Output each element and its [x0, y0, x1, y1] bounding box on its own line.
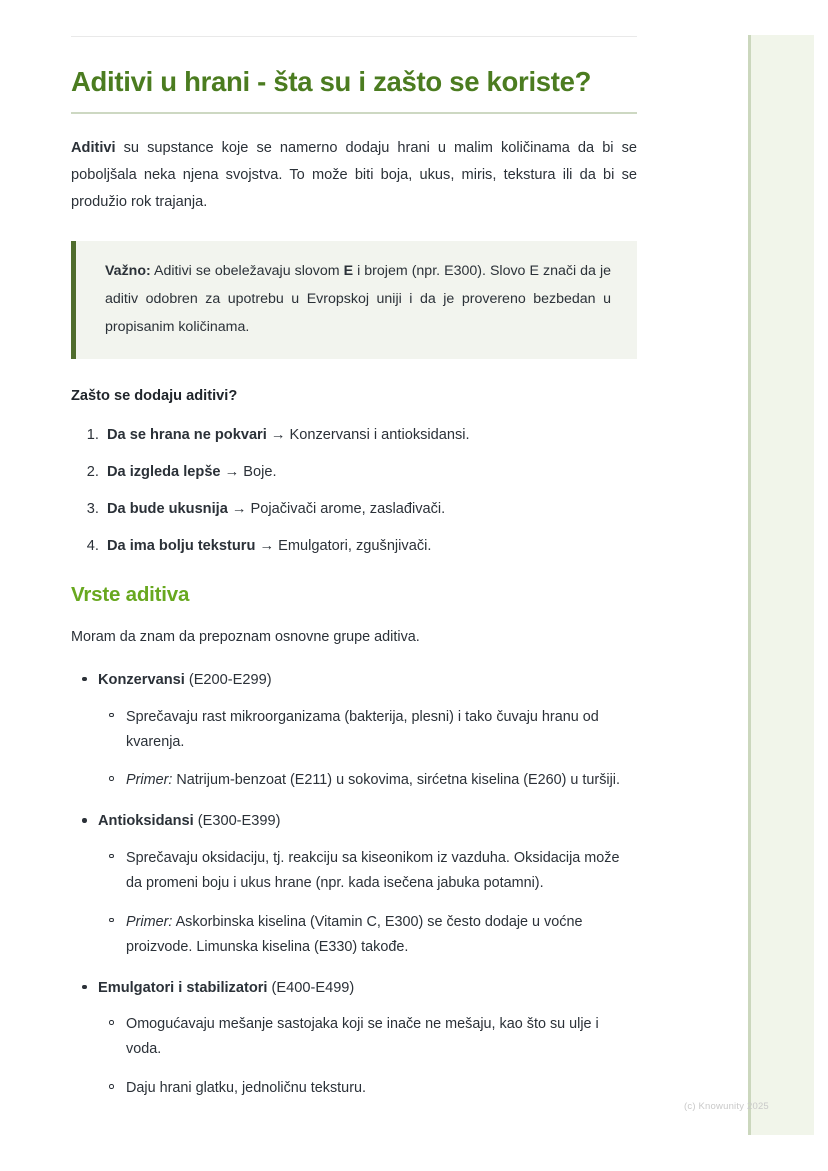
type-range: (E200-E299): [184, 671, 272, 688]
reason-rest: Boje.: [243, 464, 277, 481]
type-range: (E300-E399): [193, 813, 281, 830]
callout-part2: i brojem (npr. E300). Slovo E znači da je aditiv odobren za upotrebu u Evropskoj uniji i da je provereno bezbedan u propisanim količinama.: [105, 263, 611, 335]
list-item: [98, 669, 637, 793]
arrow-icon: →: [270, 427, 286, 444]
type-title: [98, 669, 637, 692]
list-item: [126, 846, 637, 896]
list-item: [103, 425, 637, 447]
detail-label: Primer:: [126, 772, 173, 789]
arrow-icon: →: [231, 501, 247, 518]
list-item: [103, 499, 637, 521]
arrow-icon: →: [259, 538, 275, 555]
section-lead-paragraph: Moram da znam da prepoznam osnovne grupe aditiva.: [71, 628, 420, 645]
detail-label: Primer:: [126, 913, 173, 930]
page-title: Aditivi u hrani - šta su i zašto se koriste?: [71, 66, 592, 97]
type-name: Emulgatori i stabilizatori: [98, 979, 268, 996]
reason-bold: Da bude ukusnija: [107, 501, 228, 518]
list-item: [98, 977, 637, 1101]
reason-bold: Da izgleda lepše: [107, 464, 221, 481]
list-item: [126, 1076, 637, 1101]
callout-part1: Aditivi se obeležavaju slovom: [150, 263, 344, 280]
type-title: [98, 810, 637, 833]
reason-rest: Emulgatori, zgušnjivači.: [278, 538, 432, 555]
list-item: [103, 536, 637, 558]
type-details-list: [98, 705, 637, 794]
list-item: [98, 810, 637, 959]
intro-rest: su supstance koje se namerno dodaju hrani u malim količinama da bi se poboljšala neka njena svojstva. To može biti boja, ukus, miris, tekstura ili da bi se produžio rok trajanja.: [71, 140, 637, 211]
arrow-icon: →: [224, 464, 240, 481]
detail-text: Sprečavaju oksidaciju, tj. reakciju sa kiseonikom iz vazduha. Oksidacija može da promeni boju i ukus hrane (npr. kada isečena jabuka potamni).: [126, 849, 620, 891]
title-divider: [71, 112, 637, 114]
callout-emphasis: E: [343, 263, 354, 280]
top-divider: [71, 36, 637, 37]
detail-text: Omogućavaju mešanje sastojaka koji se inače ne mešaju, kao što su ulje i voda.: [126, 1016, 599, 1058]
detail-text: Daju hrani glatku, jednoličnu teksturu.: [126, 1080, 366, 1097]
important-callout: [71, 241, 637, 359]
intro-lead-bold: Aditivi: [71, 140, 116, 156]
reason-rest: Pojačivači arome, zaslađivači.: [250, 501, 446, 518]
callout-text: [105, 258, 611, 341]
detail-text: Natrijum-benzoat (E211) u sokovima, sirćetna kiselina (E260) u turšiji.: [172, 772, 620, 789]
reasons-list: [71, 425, 637, 558]
list-item: [103, 462, 637, 484]
right-decorative-strip: [748, 35, 814, 1135]
intro-paragraph: [71, 135, 637, 216]
section-heading-vrste-aditiva: Vrste aditiva: [71, 582, 190, 606]
list-item: [126, 768, 637, 793]
reasons-heading: Zašto se dodaju aditivi?: [71, 388, 238, 405]
reason-bold: Da se hrana ne pokvari: [107, 427, 267, 444]
list-item: [126, 1012, 637, 1062]
additive-types-list: [71, 669, 637, 1101]
list-item: [126, 705, 637, 755]
type-details-list: [98, 1012, 637, 1101]
type-range: (E400-E499): [267, 979, 355, 996]
type-name: Antioksidansi: [98, 813, 194, 830]
reason-bold: Da ima bolju teksturu: [107, 538, 256, 555]
list-item: [126, 910, 637, 960]
detail-text: Askorbinska kiselina (Vitamin C, E300) se često dodaje u voćne proizvode. Limunska kiselina (E330) takođe.: [126, 913, 583, 955]
type-title: [98, 977, 637, 1000]
type-details-list: [98, 846, 637, 960]
copyright-watermark: (c) Knowunity 2025: [684, 1101, 769, 1112]
reason-rest: Konzervansi i antioksidansi.: [289, 427, 470, 444]
type-name: Konzervansi: [98, 671, 185, 688]
detail-text: Sprečavaju rast mikroorganizama (bakterija, plesni) i tako čuvaju hranu od kvarenja.: [126, 708, 599, 750]
callout-label: Važno:: [105, 263, 151, 280]
